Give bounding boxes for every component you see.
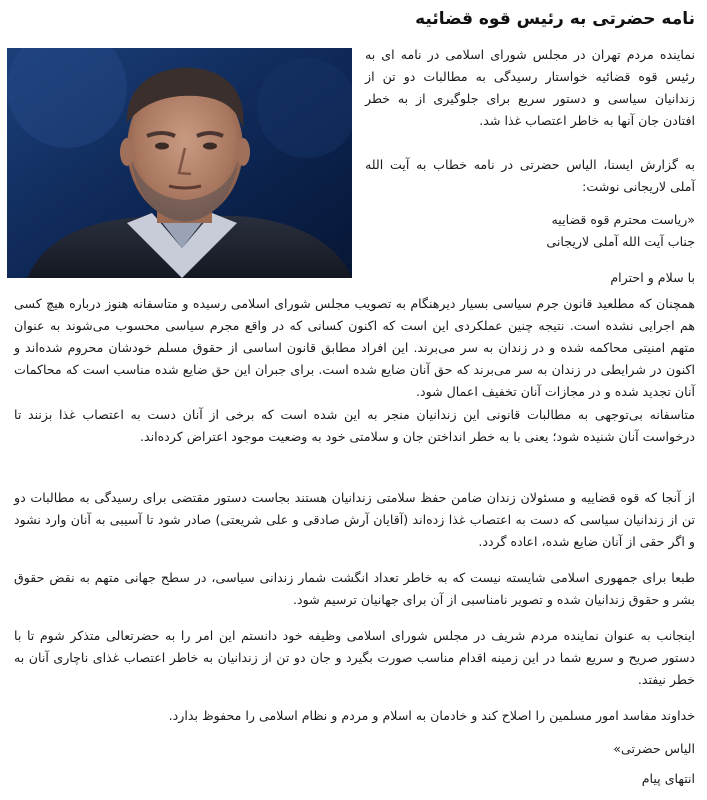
article-photo [7,48,352,278]
greeting: با سلام و احترام [610,270,695,285]
letter-paragraph-6: خداوند مفاسد امور مسلمین را اصلاح کند و خادمان به اسلام و مردم و نظام اسلامی را محفوظ بدارد. [168,708,695,723]
portrait-image [7,48,352,278]
address-line-2: جناب آیت الله آملی لاریجانی [546,234,695,249]
letter-paragraph-3: از آنجا که قوه قضاییه و مسئولان زندان ضامن حفظ سلامتی زندانیان هستند بجاست دستور مقتضی برای رسیدگی به مطالبات دو تن از زندانیان سیاسی که دست به اعتصاب غذا زده‌اند (آقایان آرش صادقی و علی شریعتی) صادر شود تا آسیبی به آنان وارد نشود و اگر حقی از آنان ضایع شده، اعاده گردد. [14,490,695,549]
letter-paragraph-5: اینجانب به عنوان نماینده مردم شریف در مجلس شورای اسلامی وظیفه خود دانستم این امر را به حضرتعالی متذکر شوم تا با دستور صریح و سریع شما در این زمینه اقدام مناسب صورت بگیرد و جان دو تن از زندانیان به خاطر اعتصاب غذای ناچاری آنان به خطر نیفتد. [14,628,695,687]
signature: الیاس حضرتی» [613,741,695,756]
letter-paragraph-4: طبعا برای جمهوری اسلامی شایسته نیست که به خاطر تعداد انگشت شمار زندانی سیاسی، در سطح جهانی متهم به نقض حقوق بشر و حقوق زندانیان شده و تصویر نامناسبی از آن برای جهانیان ترسیم شود. [14,570,695,607]
intro-paragraph: نماینده مردم تهران در مجلس شورای اسلامی در نامه ای به رئیس قوه قضائیه خواستار رسیدگی به مطالبات دو تن از زندانیان سیاسی و دستور سریع برای جلوگیری از به خطر افتادن جان آنها به خاطر اعتصاب غذا شد. [365,47,695,128]
end-note: انتهای پیام [641,771,695,786]
address-line-1: «ریاست محترم قوه قضاییه [551,212,695,227]
report-paragraph: به گزارش ایسنا، الیاس حضرتی در نامه خطاب به آیت الله آملی لاریجانی نوشت: [365,157,695,194]
article-title: نامه حضرتی به رئیس قوه قضائیه [415,9,695,29]
letter-paragraph-2: متاسفانه بی‌توجهی به مطالبات قانونی این زندانیان منجر به این شده است که برخی از آنان دست به اعتصاب غذا بزنند تا درخواست آنان شنیده شود؛ یعنی با به خطر انداختن جان و سلامتی خود به وضعیت موجود اعتراض کرده‌اند. [14,407,695,444]
letter-paragraph-1: همچنان که مطلعید قانون جرم سیاسی بسیار دیرهنگام به تصویب مجلس شورای اسلامی رسیده و متاسفانه هنوز درباره هیچ کسی هم اجرایی نشده است. نتیجه چنین عملکردی این است که اکنون کسانی که در واقع مجرم سیاسی محسوب می‌شوند به عنوان متهم امنیتی محاکمه شده و در زندان به سر می‌برند. این افراد مطابق قانون اساسی از حقوق مسلم خودشان محروم شده‌اند و اکنون در شرایطی در زندان به سر می‌برند که حق آنان ضایع شده است. برای جبران این حق ضایع شده مناسب است که محاکمات آنان تجدید شده و در مجازات آنان تخفیف اعمال شود. [14,296,695,399]
